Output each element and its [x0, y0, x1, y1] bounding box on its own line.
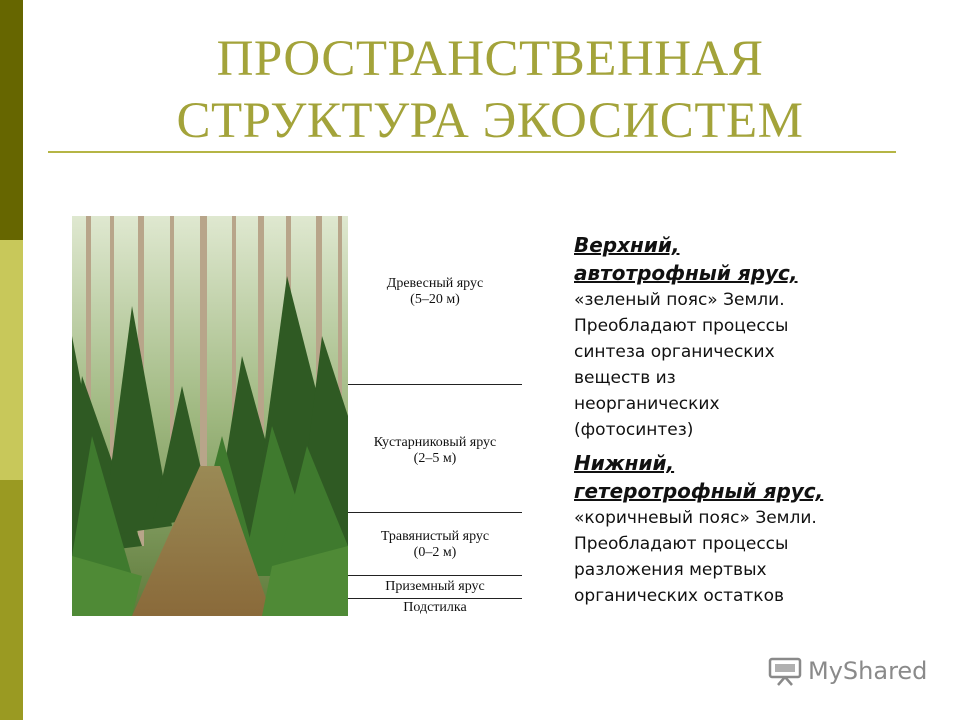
lower-tier-heading-line2: гетеротрофный ярус,	[574, 479, 824, 503]
lower-tier-line: Преобладают процессы	[574, 534, 789, 554]
layer-litter	[350, 600, 520, 616]
upper-tier-block	[574, 231, 914, 443]
layer-shrub-name: Кустарниковый ярус	[373, 435, 497, 450]
side-bar-middle	[0, 240, 23, 480]
layer-shrub	[350, 435, 520, 467]
lower-tier-heading	[574, 449, 914, 505]
layer-herb-name: Травянистый ярус	[380, 529, 490, 544]
slide-title-line2: СТРУКТУРА ЭКОСИСТЕМ	[176, 93, 804, 149]
lower-tier-block	[574, 449, 914, 609]
layer-divider-2	[348, 512, 522, 513]
side-bar-top	[0, 0, 23, 240]
layer-divider-4	[348, 598, 522, 599]
upper-tier-line: веществ из	[574, 368, 676, 388]
layer-herb	[350, 529, 520, 561]
lower-tier-line: разложения мертвых	[574, 560, 767, 580]
layer-divider-3	[348, 575, 522, 576]
layer-divider-1	[348, 384, 522, 385]
layer-ground-name: Приземный ярус	[385, 579, 485, 594]
layer-tree-range: (5–20 м)	[410, 292, 460, 307]
upper-tier-line: «зеленый пояс» Земли.	[574, 290, 785, 310]
layer-ground	[350, 579, 520, 595]
projector-logo-icon	[768, 656, 802, 686]
slide-title-line1: ПРОСТРАНСТВЕННАЯ	[216, 31, 764, 87]
upper-tier-line: синтеза органических	[574, 342, 775, 362]
upper-tier-text	[574, 287, 914, 443]
layer-shrub-range: (2–5 м)	[413, 451, 457, 466]
upper-tier-heading	[574, 231, 914, 287]
layer-litter-name: Подстилка	[403, 600, 467, 615]
forest-photo	[72, 216, 348, 616]
lower-tier-text	[574, 505, 914, 609]
lower-tier-line: органических остатков	[574, 586, 784, 606]
upper-tier-heading-line1: Верхний,	[574, 233, 680, 257]
upper-tier-line: неорганических	[574, 394, 720, 414]
lower-tier-line: «коричневый пояс» Земли.	[574, 508, 817, 528]
layer-herb-range: (0–2 м)	[413, 545, 457, 560]
watermark-text: MyShared	[808, 657, 928, 685]
side-bar-bottom	[0, 480, 23, 720]
title-divider	[48, 151, 896, 153]
lower-tier-heading-line1: Нижний,	[574, 451, 675, 475]
layer-tree	[350, 276, 520, 308]
slide-title	[60, 28, 920, 152]
upper-tier-heading-line2: автотрофный ярус,	[574, 261, 798, 285]
upper-tier-line: Преобладают процессы	[574, 316, 789, 336]
upper-tier-line: (фотосинтез)	[574, 420, 694, 440]
myshared-watermark[interactable]	[768, 656, 927, 686]
layer-tree-name: Древесный ярус	[386, 276, 484, 291]
tier-descriptions	[574, 231, 914, 609]
